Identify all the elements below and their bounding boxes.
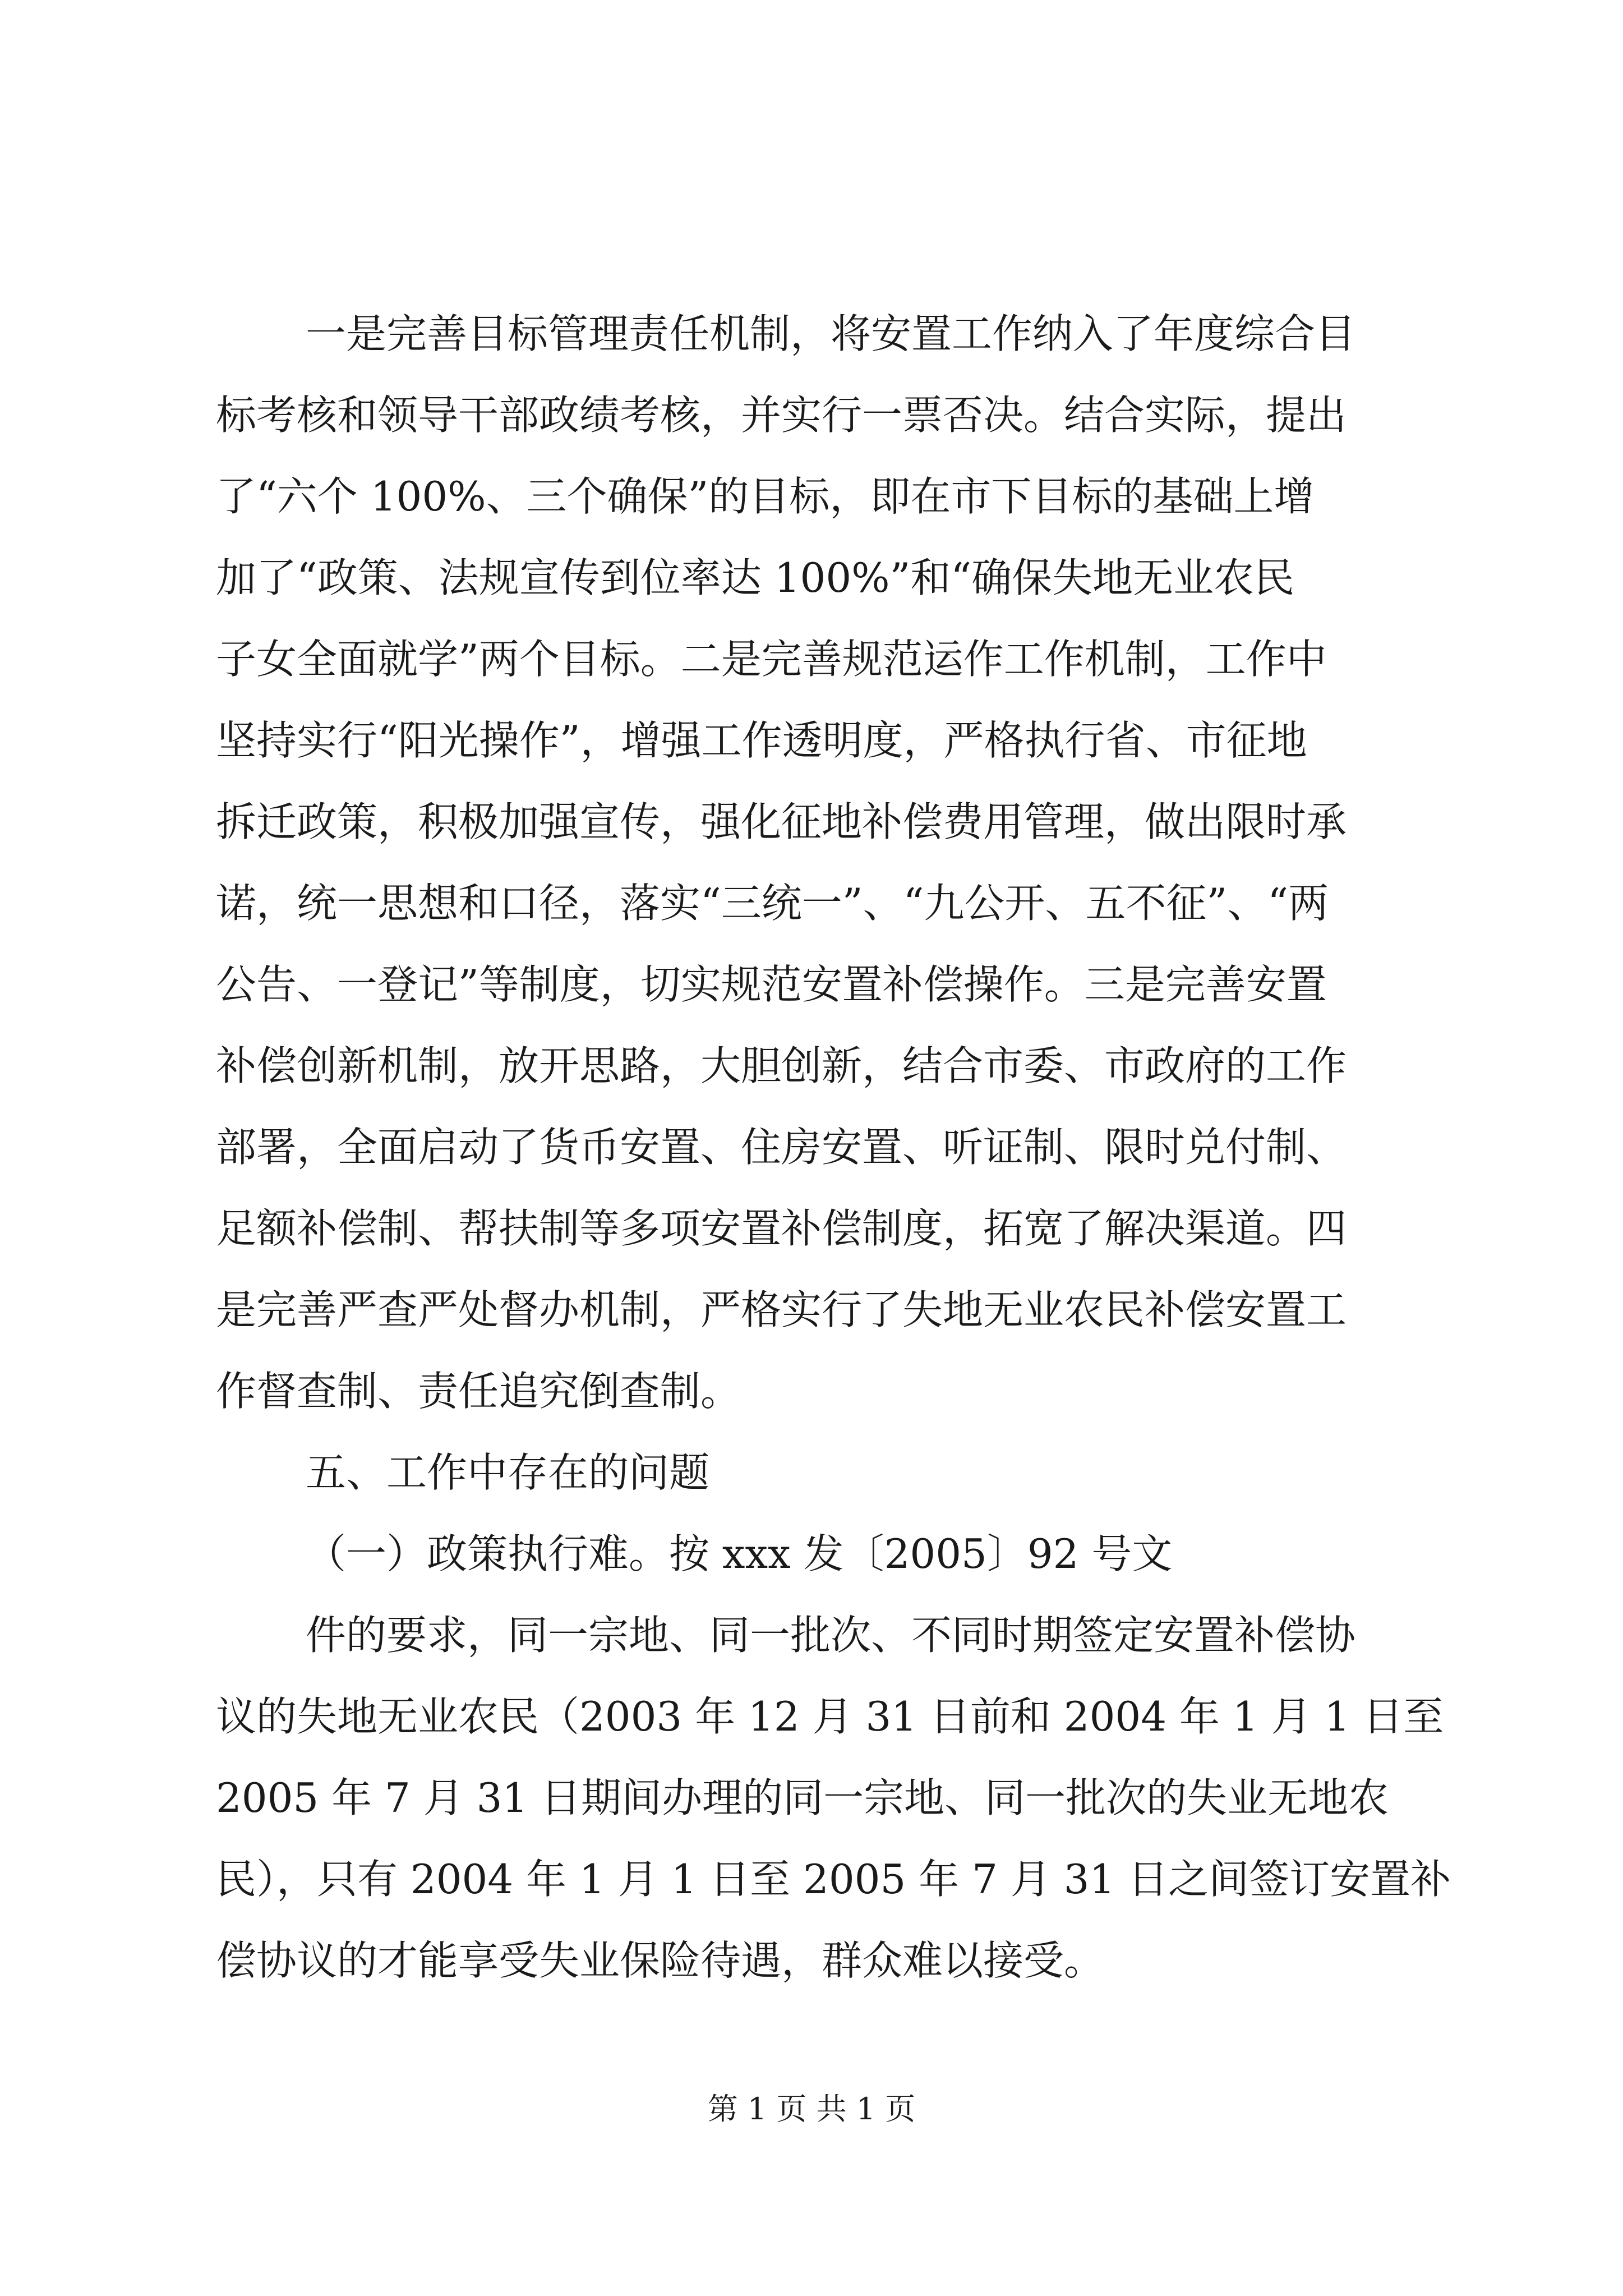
page-footer: 第 1 页 共 1 页: [707, 2091, 916, 2127]
document-page: 一是完善目标管理责任机制，将安置工作纳入了年度综合目 标考核和领导干部政绩考核，并实行一票否决。结合实际，提出 了“六个 100%、三个确保”的目标，即在市下目标的基础上增 加了“政策、法规宣传到位率达 100%”和“确保失地无业农民 子女全面就学”两个目标。二是完善规范运作工作机制，工作中 坚持实行“阳光操作”，增强工作透明度，严格执行省、市征地 拆迁政策，积极加强宣传，强化征地补偿费用管理，做出限时承 诺，统一思想和口径，落实“三统一”、“九公开、五不征”、“两 公告、一登记”等制度，切实规范安置补偿操作。三是完善安置 补偿创新机制，放开思路，大胆创新，结合市委、市政府的工作 部署，全面启动了货币安置、住房安置、听证制、限时兑付制、 足额补偿制、帮扶制等多项安置补偿制度，拓宽了解决渠道。四 是完善严查严处督办机制，严格实行了失地无业农民补偿安置工 作督查制、责任追究倒查制。 五、工作中存在的问题 （一）政策执行难。按 xxx 发〔2005〕92 号文 件的要求，同一宗地、同一批次、不同时期签定安置补偿协 议的失地无业农民（2003 年 12 月 31 日前和 2004 年 1 月 1 日至 2005 年 7 月 31 日期间办理的同一宗地、同一批次的失业无地农 民），只有 2004 年 1 月 1 日至 2005 年 7 月 31 日之间签订安置补 偿协议的才能享受失业保险待遇，群众难以接受。 第 1 页 共 1 页: [0, 0, 1623, 2296]
